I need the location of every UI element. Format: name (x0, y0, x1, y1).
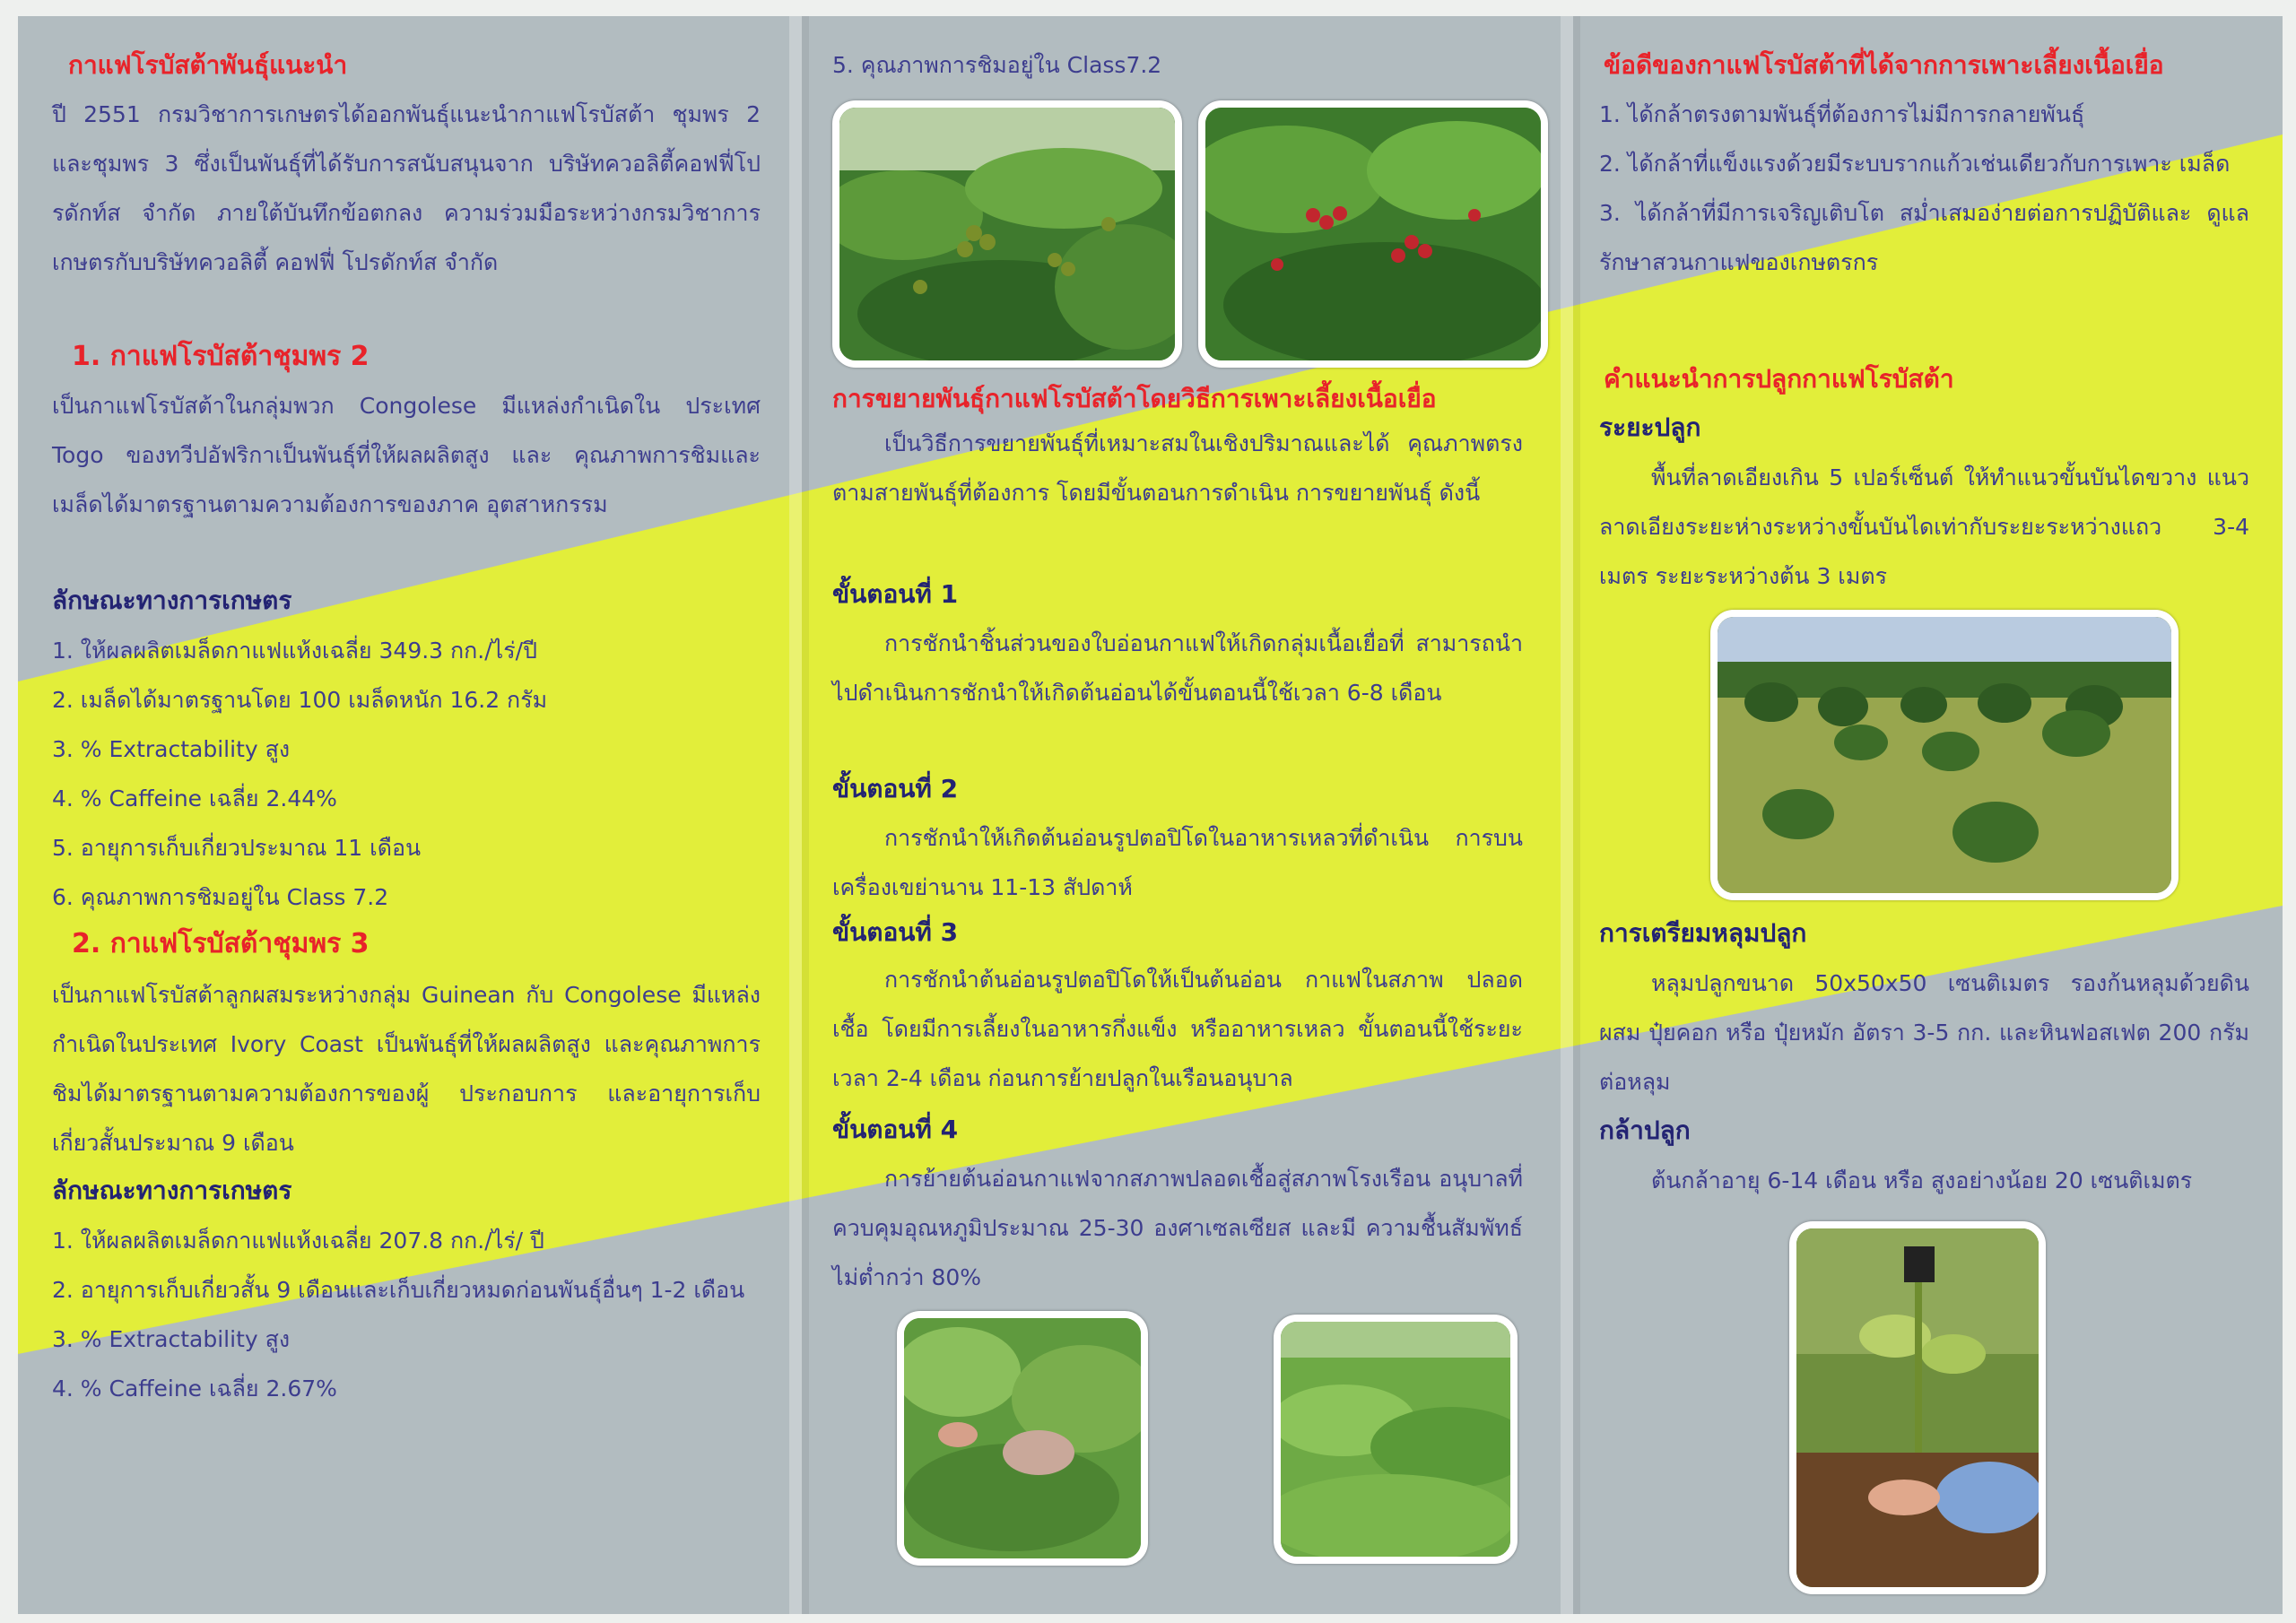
trait-item: 1. ให้ผลผลิตเมล็ดกาแฟแห้งเฉลี่ย 349.3 กก./ไร่/ปี (52, 638, 537, 664)
step-4-text: การย้ายต้นอ่อนกาแฟจากสภาพปลอดเชื้อสู่สภาพโรงเรือน อนุบาลที่ควบคุมอุณหภูมิประมาณ 25-30 องศาเซลเซียส และมี ความชื้นสัมพัทธ์ไม่ต่ำกว่า 80% (832, 1166, 1523, 1290)
step-4-heading: ขั้นตอนที่ 4 (832, 1115, 959, 1144)
coffee-plantation-photo (1710, 610, 2179, 900)
seedling-close-up-photo (897, 1311, 1148, 1566)
panel-title: การขยายพันธุ์กาแฟโรบัสต้าโดยวิธีการเพาะเลี้ยงเนื้อเยื่อ (832, 384, 1437, 413)
trait-item: 3. % Extractability สูง (52, 736, 291, 762)
planting-hole-text: หลุมปลูกขนาด 50x50x50 เซนติเมตร รองก้นหลุมด้วยดินผสม ปุ๋ยคอก หรือ ปุ๋ยหมัก อัตรา 3-5 กก. และหินฟอสเฟต 200 กรัมต่อหลุม (1599, 970, 2249, 1095)
variety-2-heading: 2. กาแฟโรบัสต้าชุมพร 3 (72, 928, 370, 959)
advantage-item: 2. ได้กล้าที่แข็งแรงด้วยมีระบบรากแก้วเช่นเดียวกับการเพาะ เมล็ด (1599, 151, 2231, 177)
variety-1-heading: 1. กาแฟโรบัสต้าชุมพร 2 (72, 341, 370, 372)
variety-2-traits-heading: ลักษณะทางการเกษตร (52, 1176, 292, 1205)
class-line: 5. คุณภาพการชิมอยู่ใน Class7.2 (832, 52, 1162, 78)
panel-title: กาแฟโรบัสต้าพันธุ์แนะนำ (68, 50, 348, 80)
trait-item: 3. % Extractability สูง (52, 1326, 291, 1352)
variety-1-description: เป็นกาแฟโรบัสต้าในกลุ่มพวก Congolese มีแหล่งกำเนิดใน ประเทศ Togo ของทวีปอัฟริกาเป็นพันธุ์ที่ให้ผลผลิตสูง และ คุณภาพการชิมและเมล็ดได้มาตรฐานตามความต้องการของภาค อุตสาหกรรม (52, 393, 761, 517)
advantage-item: 3. ได้กล้าที่มีการเจริญเติบโต สม่ำเสมอง่ายต่อการปฏิบัติและ ดูแลรักษาสวนกาแฟของเกษตรกร (1599, 200, 2249, 275)
seedling-heading: กล้าปลูก (1599, 1115, 1691, 1145)
step-1-heading: ขั้นตอนที่ 1 (832, 579, 959, 609)
step-1-text: การชักนำชิ้นส่วนของใบอ่อนกาแฟให้เกิดกลุ่มเนื้อเยื่อที่ สามารถนำไปดำเนินการชักนำให้เกิดต้นอ่อนได้ขั้นตอนนี้ใช้เวลา 6-8 เดือน (832, 630, 1523, 706)
variety-2-description: เป็นกาแฟโรบัสต้าลูกผสมระหว่างกลุ่ม Guinean กับ Congolese มีแหล่งกำเนิดในประเทศ Ivory Coast เป็นพันธุ์ที่ให้ผลผลิตสูง และคุณภาพการชิมได้มาตรฐานตามความต้องการของผู้ ประกอบการ และอายุการเก็บเกี่ยวสั้นประมาณ 9 เดือน (52, 982, 761, 1156)
trait-item: 1. ให้ผลผลิตเมล็ดกาแฟแห้งเฉลี่ย 207.8 กก./ไร่/ ปี (52, 1228, 544, 1254)
trait-item: 5. อายุการเก็บเกี่ยวประมาณ 11 เดือน (52, 835, 422, 861)
variety-1-traits-heading: ลักษณะทางการเกษตร (52, 586, 292, 615)
trait-item: 4. % Caffeine เฉลี่ย 2.67% (52, 1376, 337, 1402)
trait-item: 2. เมล็ดได้มาตรฐานโดย 100 เมล็ดหนัก 16.2 กรัม (52, 687, 548, 713)
trait-item: 2. อายุการเก็บเกี่ยวสั้น 9 เดือนและเก็บเกี่ยวหมดก่อนพันธุ์อื่นๆ 1-2 เดือน (52, 1277, 745, 1303)
planting-seedling-photo (1789, 1221, 2046, 1594)
advantage-item: 1. ได้กล้าตรงตามพันธุ์ที่ต้องการไม่มีการกลายพันธุ์ (1599, 101, 2085, 127)
spacing-heading: ระยะปลูก (1599, 412, 1701, 442)
panel-advantages-planting (1599, 0, 2254, 1623)
panel-tissue-culture (832, 0, 1532, 1623)
planting-hole-heading: การเตรียมหลุมปลูก (1599, 918, 1807, 948)
variety-1-traits-list (52, 626, 761, 922)
intro-paragraph: เป็นวิธีการขยายพันธุ์ที่เหมาะสมในเชิงปริมาณและได้ คุณภาพตรงตามสายพันธุ์ที่ต้องการ โดยมีขั้นตอนการดำเนิน การขยายพันธุ์ ดังนี้ (832, 430, 1523, 506)
spacing-text: พื้นที่ลาดเอียงเกิน 5 เปอร์เซ็นต์ ให้ทำแนวขั้นบันไดขวาง แนวลาดเอียงระยะห่างระหว่างขั้นบันไดเท่ากับระยะระหว่างแถว 3-4 เมตร ระยะระหว่างต้น 3 เมตร (1599, 464, 2249, 589)
coffee-cherries-green-photo (832, 100, 1182, 368)
panel-recommended-varieties (52, 0, 770, 1623)
planting-title: คำแนะนำการปลูกกาแฟโรบัสต้า (1604, 364, 1954, 394)
seedling-nursery-photo (1274, 1315, 1518, 1564)
trait-item: 6. คุณภาพการชิมอยู่ใน Class 7.2 (52, 884, 389, 910)
variety-2-traits-list (52, 1216, 761, 1413)
step-2-heading: ขั้นตอนที่ 2 (832, 774, 959, 803)
step-3-heading: ขั้นตอนที่ 3 (832, 917, 959, 947)
advantages-list (1599, 90, 2249, 287)
step-3-text: การชักนำต้นอ่อนรูปตอปิโดให้เป็นต้นอ่อน กาแฟในสภาพ ปลอดเชื้อ โดยมีการเลี้ยงในอาหารกึ่งแข็ง หรืออาหารเหลว ขั้นตอนนี้ใช้ระยะเวลา 2-4 เดือน ก่อนการย้ายปลูกในเรือนอนุบาล (832, 967, 1523, 1091)
seedling-text: ต้นกล้าอายุ 6-14 เดือน หรือ สูงอย่างน้อย 20 เซนติเมตร (1651, 1167, 2193, 1193)
coffee-cherries-red-photo (1198, 100, 1548, 368)
trait-item: 4. % Caffeine เฉลี่ย 2.44% (52, 785, 337, 812)
intro-paragraph: ปี 2551 กรมวิชาการเกษตรได้ออกพันธุ์แนะนำกาแฟโรบัสต้า ชุมพร 2 และชุมพร 3 ซึ่งเป็นพันธุ์ที่ได้รับการสนับสนุนจาก บริษัทควอลิตี้คอฟฟี่โปรดักท์ส จำกัด ภายใต้บันทึกข้อตกลง ความร่วมมือระหว่างกรมวิชาการเกษตรกับบริษัทควอลิตี้ คอฟฟี่ โปรดักท์ส จำกัด (52, 101, 761, 275)
step-2-text: การชักนำให้เกิดต้นอ่อนรูปตอปิโดในอาหารเหลวที่ดำเนิน การบนเครื่องเขย่านาน 11-13 สัปดาห์ (832, 825, 1523, 900)
advantages-title: ข้อดีของกาแฟโรบัสต้าที่ได้จากการเพาะเลี้ยงเนื้อเยื่อ (1604, 50, 2164, 80)
